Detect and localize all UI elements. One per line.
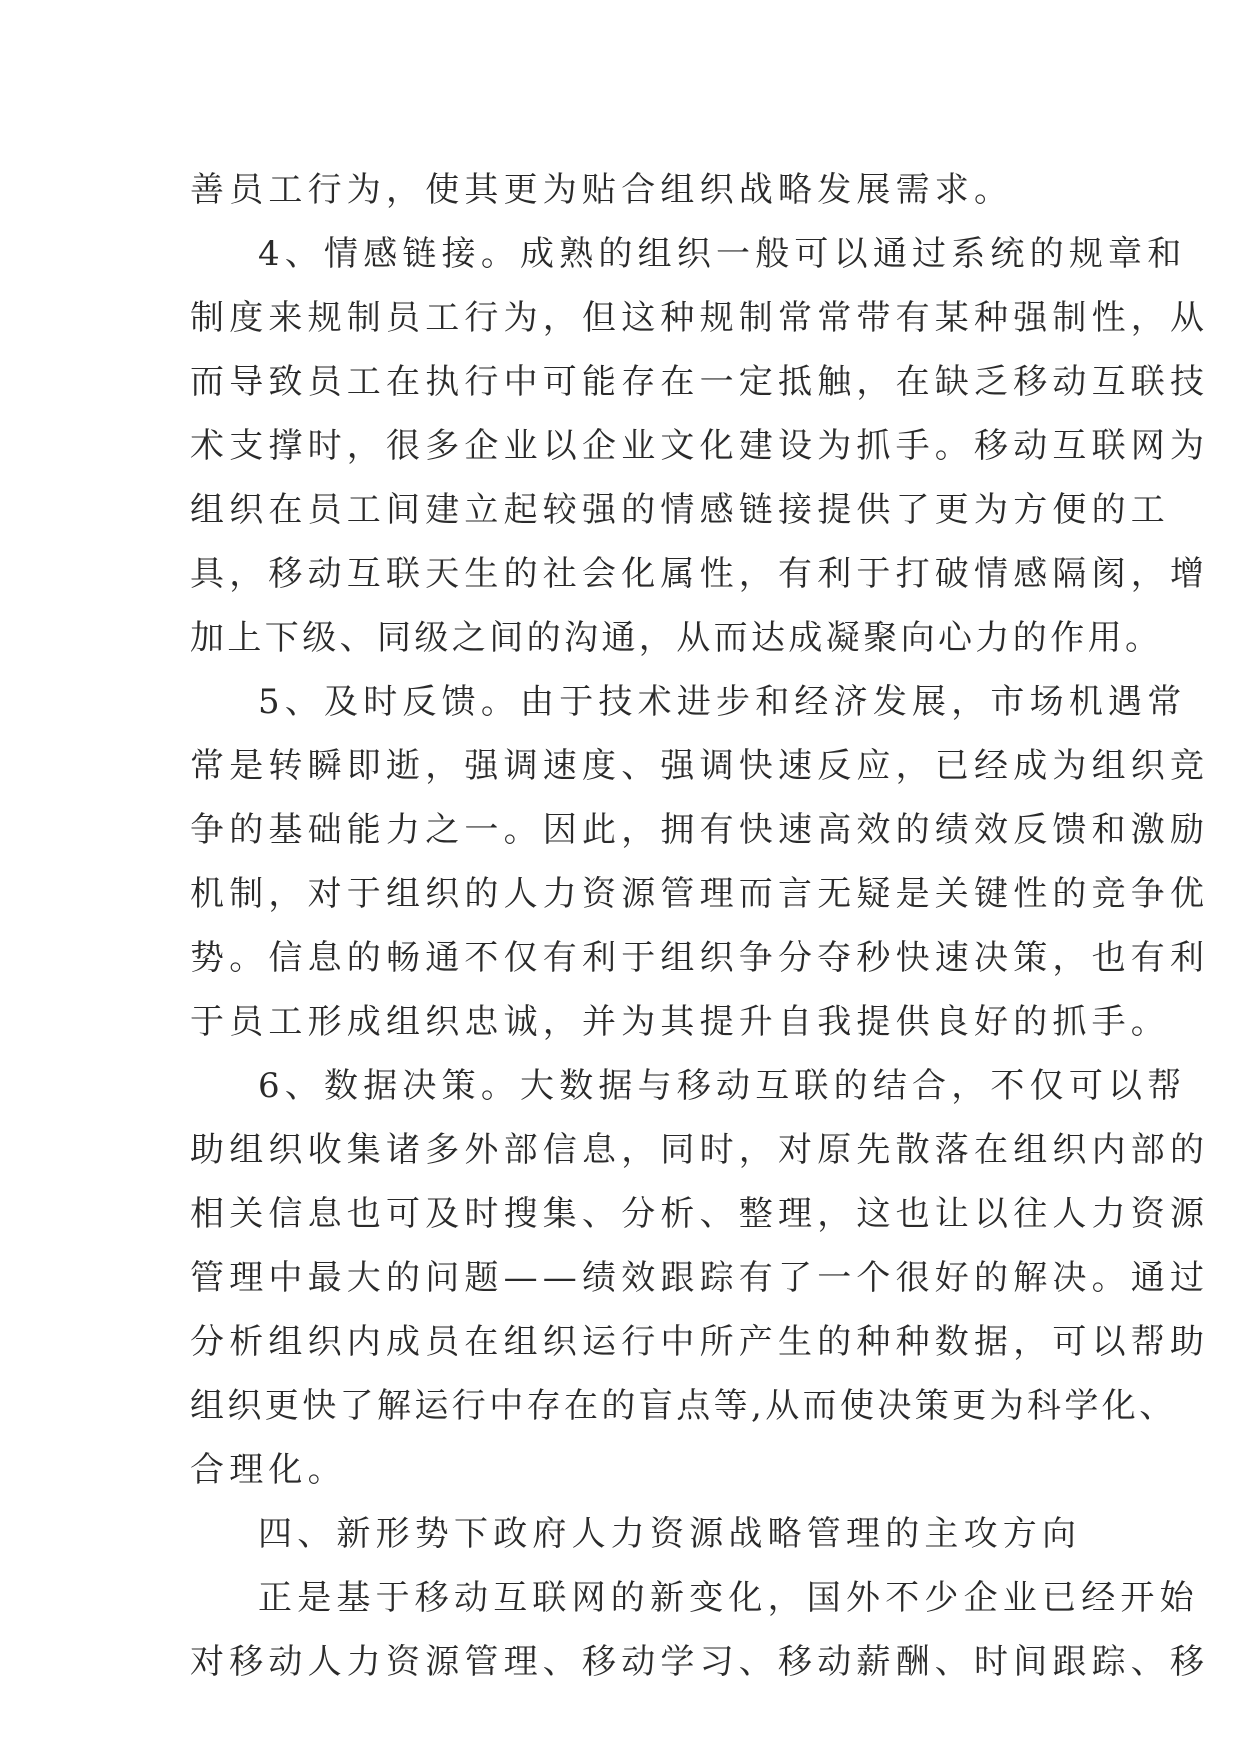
text-line: 常是转瞬即逝，强调速度、强调快速反应，已经成为组织竞	[190, 746, 1210, 786]
paragraph-heading-line: 5、及时反馈。由于技术进步和经济发展，市场机遇常	[258, 682, 1187, 722]
text-line: 机制，对于组织的人力资源管理而言无疑是关键性的竞争优	[190, 874, 1210, 914]
text-line: 术支撑时，很多企业以企业文化建设为抓手。移动互联网为	[190, 426, 1210, 466]
section-heading: 四、新形势下政府人力资源战略管理的主攻方向	[258, 1514, 1082, 1554]
text-line: 分析组织内成员在组织运行中所产生的种种数据，可以帮助	[190, 1322, 1210, 1362]
paragraph-heading-line: 4、情感链接。成熟的组织一般可以通过系统的规章和	[258, 234, 1187, 274]
text-line: 具，移动互联天生的社会化属性，有利于打破情感隔阂，增	[190, 554, 1210, 594]
text-line: 势。信息的畅通不仅有利于组织争分夺秒快速决策，也有利	[190, 938, 1210, 978]
text-line: 而导致员工在执行中可能存在一定抵触，在缺乏移动互联技	[190, 362, 1210, 402]
text-line: 善员工行为，使其更为贴合组织战略发展需求。	[190, 170, 1014, 210]
paragraph-heading-line: 正是基于移动互联网的新变化，国外不少企业已经开始	[258, 1578, 1199, 1618]
text-line: 争的基础能力之一。因此，拥有快速高效的绩效反馈和激励	[190, 810, 1210, 850]
text-line: 加上下级、同级之间的沟通，从而达成凝聚向心力的作用。	[190, 618, 1163, 658]
paragraph-heading-line: 6、数据决策。大数据与移动互联的结合，不仅可以帮	[258, 1066, 1187, 1106]
body-text	[190, 158, 1210, 1694]
text-line: 相关信息也可及时搜集、分析、整理，这也让以往人力资源	[190, 1194, 1210, 1234]
text-line: 助组织收集诸多外部信息，同时，对原先散落在组织内部的	[190, 1130, 1210, 1170]
text-line: 组织在员工间建立起较强的情感链接提供了更为方便的工	[190, 490, 1170, 530]
text-line: 管理中最大的问题——绩效跟踪有了一个很好的解决。通过	[190, 1258, 1210, 1298]
text-line: 合理化。	[190, 1450, 347, 1490]
text-line: 对移动人力资源管理、移动学习、移动薪酬、时间跟踪、移	[190, 1642, 1210, 1682]
text-line: 制度来规制员工行为，但这种规制常常带有某种强制性，从	[190, 298, 1210, 338]
text-line: 于员工形成组织忠诚，并为其提升自我提供良好的抓手。	[190, 1002, 1170, 1042]
text-line: 组织更快了解运行中存在的盲点等,从而使决策更为科学化、	[190, 1386, 1177, 1426]
